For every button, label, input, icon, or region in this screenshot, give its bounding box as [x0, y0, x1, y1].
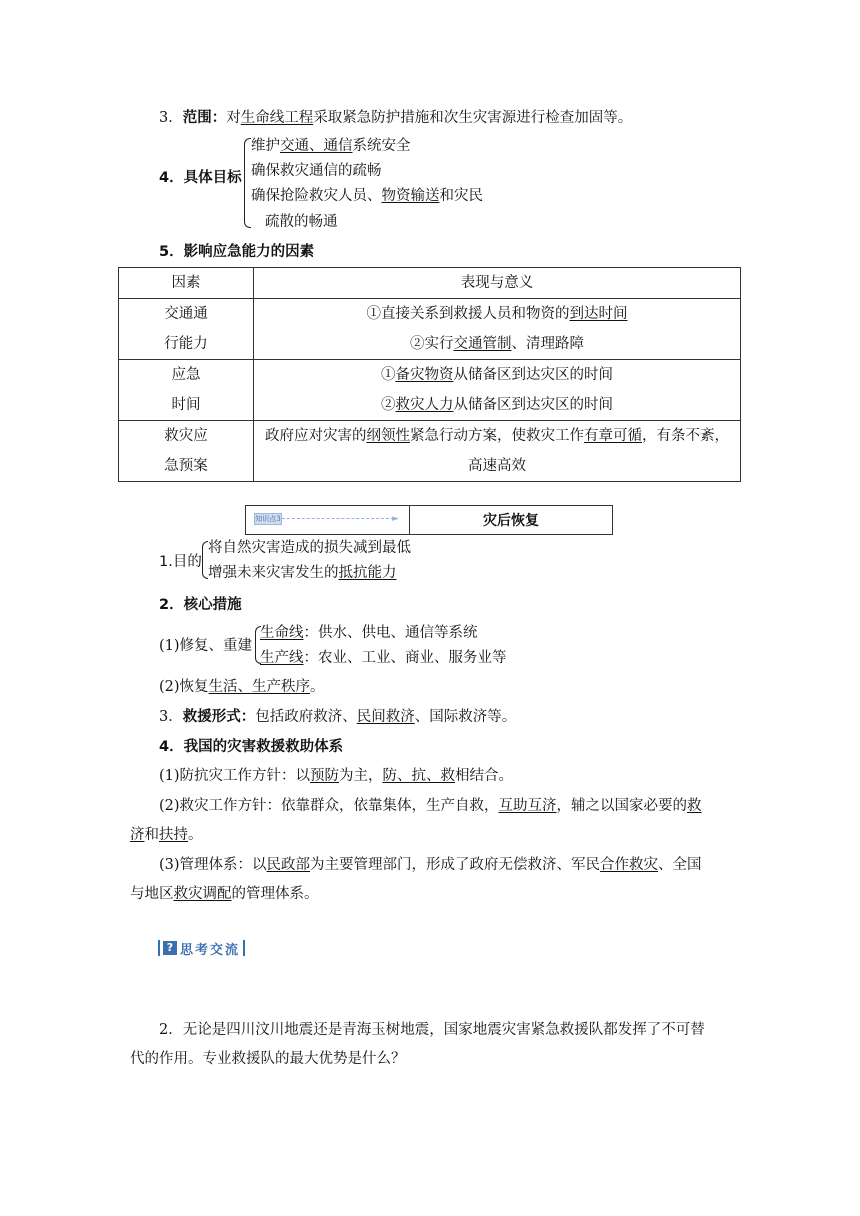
table-header: 因素	[119, 268, 254, 299]
core-measures-title: 2．核心措施	[159, 597, 242, 613]
think-discuss-label: 思考交流	[180, 942, 241, 958]
text: 相结合。	[455, 768, 514, 784]
knowledge-point-banner	[245, 505, 613, 535]
system-item-3-line-2	[130, 882, 319, 903]
text: 、全国	[658, 857, 702, 873]
table-cell	[254, 299, 741, 360]
underlined-term: 救灾调配	[173, 886, 232, 902]
text: 的管理体系。	[231, 886, 319, 902]
text: (2)救灾工作方针：依靠群众，依靠集体，生产自救，	[159, 798, 499, 814]
question-2-line-1: 2．无论是四川汶川地震还是青海玉树地震，国家地震灾害紧急救援队都发挥了不可替	[159, 1022, 705, 1038]
text: 紧急行动方案，使救灾工作	[410, 428, 584, 444]
sub-item-1: (1)修复、重建	[159, 638, 253, 654]
cell-line	[258, 360, 736, 390]
text: ②	[381, 397, 396, 413]
text: 、国际救济等。	[414, 709, 517, 725]
purpose-line-2	[208, 561, 397, 582]
text: 包括政府救济、	[255, 709, 357, 725]
cell-line: 时间	[171, 397, 201, 413]
sub-item-2	[159, 675, 325, 696]
cell-line	[258, 421, 736, 451]
underlined-term: 防、抗、救	[382, 768, 456, 784]
banner-left	[246, 506, 410, 534]
table-cell	[254, 360, 741, 421]
text: 从储备区到达灾区的时间	[453, 397, 613, 413]
underlined-term: 备灾物资	[395, 367, 454, 383]
text: 从储备区到达灾区的时间	[453, 367, 613, 383]
cell-line: 急预案	[164, 458, 208, 474]
cell-line	[258, 390, 736, 420]
goal-line-1	[251, 134, 411, 155]
section-5-title: 5．影响应急能力的因素	[159, 244, 315, 260]
question-2-line-2: 代的作用。专业救援队的最大优势是什么？	[130, 1051, 406, 1067]
factors-table	[118, 267, 741, 482]
underlined-term: 到达时间	[569, 306, 628, 322]
cell-line: 应急	[171, 367, 201, 383]
system-item-2-line-2	[130, 823, 203, 844]
relief-system-title: 4．我国的灾害救援救助体系	[159, 739, 344, 755]
cell-line: 救灾应	[164, 428, 208, 444]
system-item-2-line-1	[159, 794, 702, 815]
text: ：供水、供电、通信等系统	[303, 625, 478, 641]
text: 维护	[251, 138, 280, 154]
table-cell	[119, 360, 254, 421]
purpose-line-1: 将自然灾害造成的损失减到最低	[208, 540, 411, 556]
think-discuss-header	[158, 938, 245, 958]
underlined-term: 合作救灾	[600, 857, 659, 873]
table-cell	[254, 421, 741, 482]
brace	[244, 138, 251, 228]
rescue-forms	[159, 705, 516, 726]
purpose-label: 1.目的	[159, 554, 202, 570]
cell-line	[258, 329, 736, 359]
table-row	[119, 360, 741, 421]
table-cell	[119, 299, 254, 360]
underlined-term: 扶持	[159, 827, 188, 843]
cell-line: 高速高效	[468, 458, 526, 474]
underlined-term: 民政部	[266, 857, 311, 873]
text: ①直接关系到救援人员和物资的	[366, 306, 570, 322]
table-row	[119, 421, 741, 482]
text: 和	[144, 827, 159, 843]
table-row	[119, 299, 741, 360]
knowledge-point-tag: 知识点3	[255, 515, 281, 523]
text: 与地区	[130, 886, 174, 902]
bar-decoration	[243, 940, 245, 956]
underlined-term: 物资输送	[381, 188, 440, 204]
text: 系统安全	[352, 138, 411, 154]
underlined-term: 互助互济	[498, 798, 557, 814]
cell-line: 行能力	[164, 336, 208, 352]
goal-line-3	[251, 184, 483, 205]
production-line	[260, 646, 507, 667]
text: 确保抢险救灾人员、	[251, 188, 382, 204]
goal-line-2: 确保救灾通信的疏畅	[251, 163, 382, 179]
table-header: 表现与意义	[254, 268, 741, 299]
goal-line-4: 疏散的畅通	[265, 214, 338, 230]
bar-decoration	[158, 940, 160, 956]
text: (3)管理体系：以	[159, 857, 267, 873]
cell-line: 交通通	[164, 306, 208, 322]
text: 采取紧急防护措施和次生灾害源进行检查加固等。	[313, 110, 633, 126]
underlined-term: 济	[130, 827, 145, 843]
text: ：农业、工业、商业、服务业等	[303, 650, 507, 666]
system-item-1	[159, 764, 513, 785]
arrow-icon: ►	[392, 514, 399, 524]
underlined-term: 救灾人力	[395, 397, 454, 413]
text: 对	[226, 110, 241, 126]
underlined-term: 交通管制	[453, 336, 512, 352]
text: 为主，	[339, 768, 383, 784]
text: ①	[381, 367, 396, 383]
underlined-term: 生产线	[260, 650, 304, 666]
table-cell	[119, 421, 254, 482]
dashed-line	[282, 518, 394, 519]
system-item-3-line-1	[159, 853, 702, 874]
underlined-term: 民间救济	[356, 709, 415, 725]
underlined-term: 交通、通信	[280, 138, 353, 154]
section-3-scope	[159, 106, 632, 127]
question-icon: ?	[163, 941, 177, 955]
text: 增强未来灾害发生的	[208, 565, 339, 581]
underlined-term: 纲领性	[366, 428, 410, 444]
cell-line	[258, 299, 736, 329]
underlined-term: 生命线工程	[240, 110, 314, 126]
text: (2)恢复	[159, 679, 209, 695]
text: 和灾民	[439, 188, 483, 204]
text: 为主要管理部门，形成了政府无偿救济、军民	[310, 857, 601, 873]
underlined-term: 生活、生产秩序	[208, 679, 311, 695]
underlined-term: 生命线	[260, 625, 304, 641]
text: 政府应对灾害的	[265, 428, 367, 444]
underlined-term: 救	[687, 798, 702, 814]
lifeline-line	[260, 621, 478, 642]
text: ②实行	[410, 336, 454, 352]
section-number: 3．	[159, 709, 183, 725]
section-label: 范围：	[182, 110, 227, 126]
section-number: 3．	[159, 110, 183, 126]
text: (1)防抗灾工作方针：以	[159, 768, 311, 784]
underlined-term: 预防	[310, 768, 340, 784]
table-header-row	[119, 268, 741, 299]
section-label: 救援形式：	[182, 709, 256, 725]
banner-title: 灾后恢复	[483, 513, 539, 529]
text: ，辅之以国家必要的	[556, 798, 688, 814]
section-4-label: 4．具体目标	[159, 170, 242, 186]
text: 、清理路障	[511, 336, 584, 352]
underlined-term: 抵抗能力	[338, 565, 397, 581]
text: 。	[310, 679, 325, 695]
underlined-term: 有章可循	[584, 428, 642, 444]
text: ，有条不紊，	[642, 428, 729, 444]
text: 。	[188, 827, 203, 843]
